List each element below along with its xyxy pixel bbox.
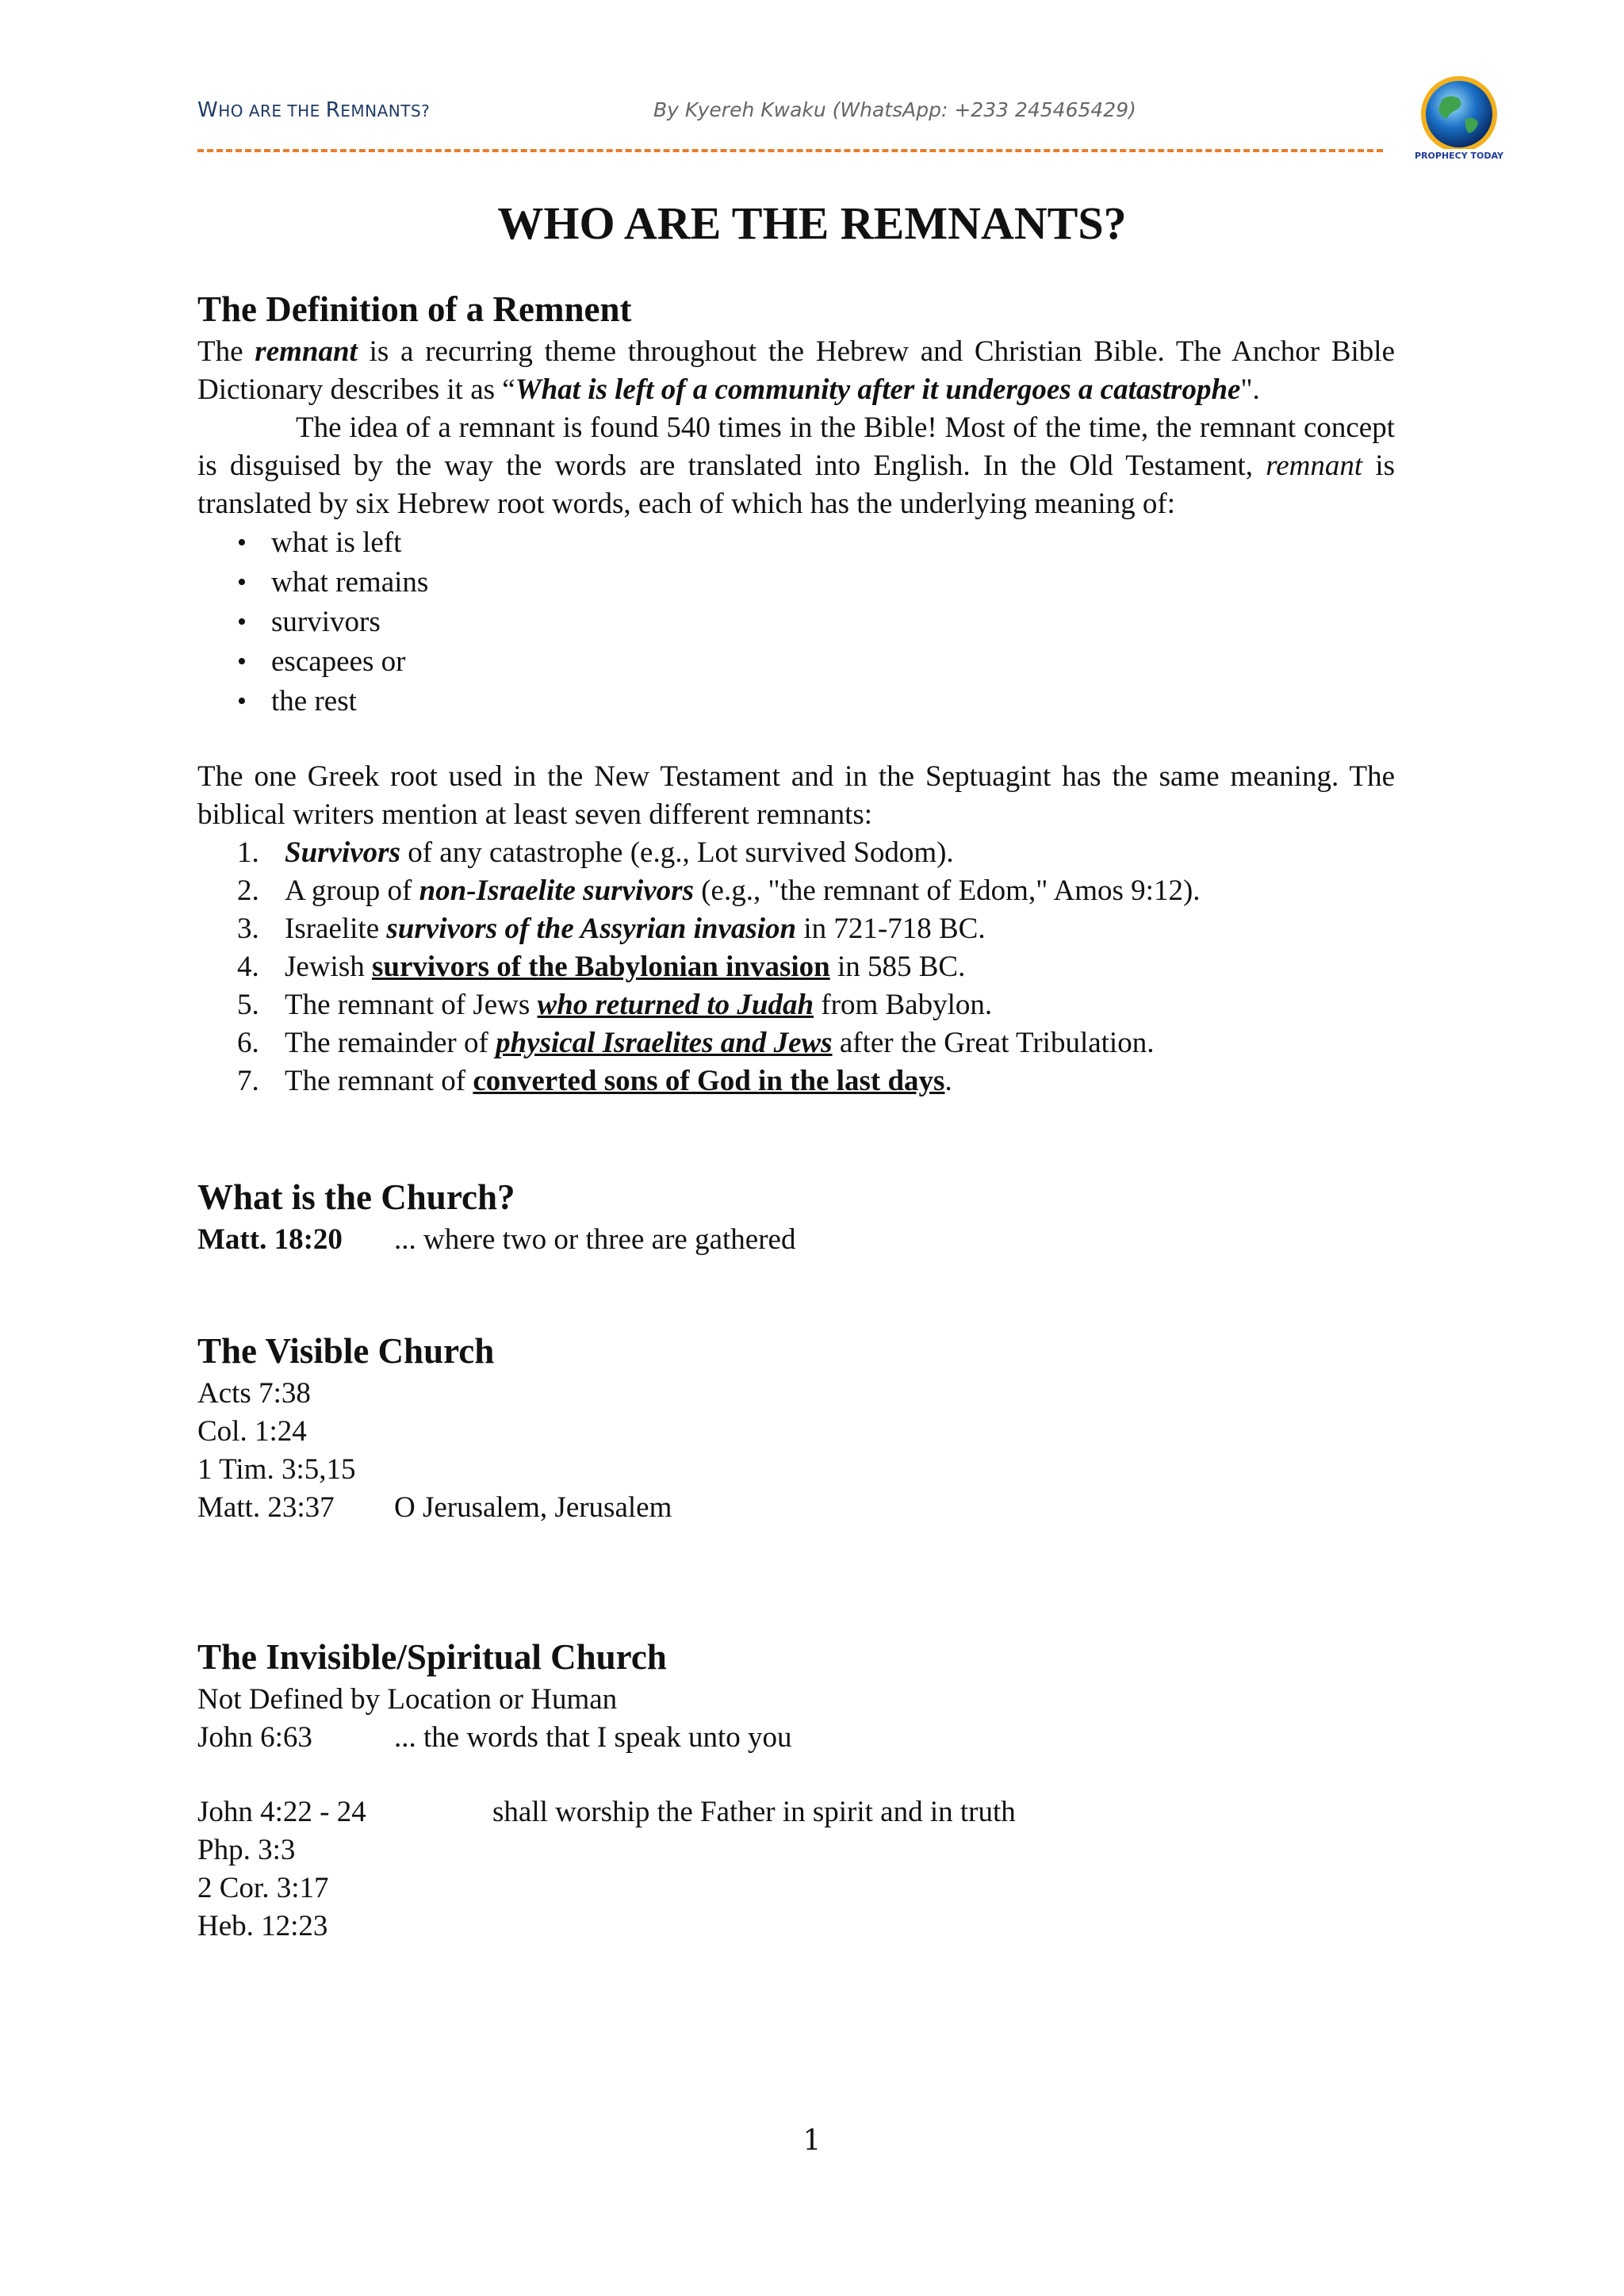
scripture-reference-row: John 6:63 ... the words that I speak unto you xyxy=(197,1721,792,1754)
list-item: • the rest xyxy=(237,682,1395,721)
scripture-reference: 2 Cor. 3:17 xyxy=(197,1872,329,1904)
list-item: • what remains xyxy=(237,563,1395,603)
list-item: • escapees or xyxy=(237,642,1395,682)
remnants-numbered-list xyxy=(197,834,1395,1100)
list-item: 6. The remainder of physical Israelites and Jews after the Great Tribulation. xyxy=(237,1027,1155,1059)
scripture-reference-row: Matt. 23:37 O Jerusalem, Jerusalem xyxy=(197,1491,672,1524)
scripture-reference: Php. 3:3 xyxy=(197,1834,296,1866)
section-heading-invisible-church: The Invisible/Spiritual Church xyxy=(197,1637,667,1677)
list-item: 2. A group of non-Israelite survivors (e.g., "the remnant of Edom," Amos 9:12). xyxy=(237,874,1201,907)
section-heading-church: What is the Church? xyxy=(197,1177,515,1217)
document-body xyxy=(197,285,1395,1946)
prophecy-today-logo xyxy=(1410,73,1508,168)
scripture-reference: 1 Tim. 3:5,15 xyxy=(197,1453,356,1486)
paragraph-definition: The remnant is a recurring theme throughout the Hebrew and Christian Bible. The Anchor Bible Dictionary describes it as “What is left of a community after it undergoes a catastrophe". xyxy=(197,335,1395,406)
running-header-title: WHO ARE THE REMNANTS? xyxy=(197,98,431,122)
scripture-reference-row: John 4:22 - 24 shall worship the Father in spirit and in truth xyxy=(197,1796,1016,1828)
page-number: 1 xyxy=(802,2125,822,2157)
list-item: 1. Survivors of any catastrophe (e.g., Lot survived Sodom). xyxy=(237,836,954,869)
list-item: • what is left xyxy=(237,523,1395,563)
document-title: WHO ARE THE REMNANTS? xyxy=(497,197,1127,249)
list-item: 4. Jewish survivors of the Babylonian invasion in 585 BC. xyxy=(237,951,966,983)
author-line: By Kyereh Kwaku (WhatsApp: +233 245465429) xyxy=(653,98,1136,121)
header-divider xyxy=(197,149,1383,152)
section-heading-visible-church: The Visible Church xyxy=(197,1331,495,1371)
list-item: 7. The remnant of converted sons of God in the last days. xyxy=(237,1065,952,1097)
scripture-reference-row: Matt. 18:20 ... where two or three are gathered xyxy=(197,1223,796,1256)
list-item: 3. Israelite survivors of the Assyrian invasion in 721-718 BC. xyxy=(237,913,986,945)
paragraph-greek-root: The one Greek root used in the New Testament and in the Septuagint has the same meaning. The biblical writers mention at least seven different remnants: xyxy=(197,760,1395,831)
scripture-reference: Heb. 12:23 xyxy=(197,1910,328,1942)
list-item: 5. The remnant of Jews who returned to Judah from Babylon. xyxy=(237,989,993,1021)
section-subtitle: Not Defined by Location or Human xyxy=(197,1683,618,1716)
section-heading-definition: The Definition of a Remnent xyxy=(197,289,632,329)
scripture-reference: Acts 7:38 xyxy=(197,1377,311,1410)
scripture-reference: Col. 1:24 xyxy=(197,1415,307,1448)
meaning-bullet-list xyxy=(197,523,1395,721)
logo-text: PROPHECY TODAY xyxy=(1415,151,1503,161)
list-item: • survivors xyxy=(237,603,1395,642)
paragraph-remnant-usage: The idea of a remnant is found 540 times in the Bible! Most of the time, the remnant concept is disguised by the way the words are translated into English. In the Old Testament, remnant is translated by six Hebrew root words, each of which has the underlying meaning of: xyxy=(197,411,1396,520)
